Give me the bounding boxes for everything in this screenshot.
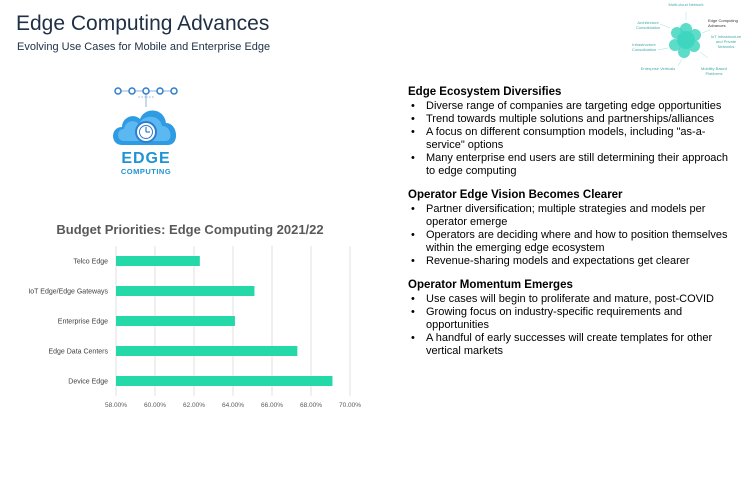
section-heading: Operator Edge Vision Becomes Clearer [408, 189, 623, 201]
ecosystem-item: Mobility Based Platforms [700, 66, 727, 76]
bullet-list [408, 203, 738, 268]
logo-wordmark [106, 150, 186, 176]
section-heading: Edge Ecosystem Diversifies [408, 86, 562, 98]
section-heading: Operator Momentum Emerges [408, 279, 573, 291]
ecosystem-item: Architecture Consolidation [635, 20, 661, 30]
bar [116, 286, 254, 296]
x-tick-label: 64.00% [221, 402, 245, 409]
panel-section [408, 86, 738, 178]
bullet-item: • Diverse range of companies are targeting edge opportunities [426, 100, 738, 113]
bullet-list [408, 100, 738, 178]
ecosystem-item: Enterprise Verticals [640, 66, 676, 71]
x-tick-label: 68.00% [299, 402, 323, 409]
ecosystem-item: IoT Infrastructure and Private Networks [710, 34, 742, 49]
logo-word: EDGE [121, 150, 171, 167]
bullet-item: • Trend towards multiple solutions and partnerships/alliances [426, 113, 738, 126]
category-label: Device Edge [68, 378, 108, 386]
page-subtitle: Evolving Use Cases for Mobile and Enterprise Edge [17, 41, 271, 53]
category-label: Edge Data Centers [48, 348, 108, 356]
x-tick-label: 60.00% [143, 402, 167, 409]
bullet-item: • A handful of early successes will create templates for other vertical markets [426, 332, 738, 358]
bullet-item: • Operators are deciding where and how to position themselves within the emerging edge ecosystem [426, 229, 738, 255]
category-label: Enterprise Edge [57, 318, 108, 326]
bullet-item: • Partner diversification; multiple strategies and models per operator emerge [426, 203, 738, 229]
ecosystem-center-label: Edge Computing Advances [708, 18, 738, 28]
x-tick-label: 62.00% [182, 402, 206, 409]
bullet-item: • Revenue-sharing models and expectations get clearer [426, 255, 738, 268]
bar [116, 316, 235, 326]
chart-title: Budget Priorities: Edge Computing 2021/22 [56, 222, 324, 237]
bullet-item: • A focus on different consumption models, including "as-a-service" options [426, 126, 738, 152]
bullet-list [408, 293, 738, 358]
bullet-item: • Use cases will begin to proliferate and mature, post-COVID [426, 293, 738, 306]
insights-panel [408, 86, 738, 369]
x-tick-label: 66.00% [260, 402, 284, 409]
bar [116, 376, 332, 386]
category-label: IoT Edge/Edge Gateways [28, 288, 108, 296]
bullet-item: • Many enterprise end users are still determining their approach to edge computing [426, 152, 738, 178]
x-tick-label: 58.00% [104, 402, 128, 409]
ecosystem-item: Infrastructure Consolidation [631, 42, 657, 52]
budget-priorities-chart [0, 214, 390, 424]
bullet-item: • Growing focus on industry-specific requirements and opportunities [426, 306, 738, 332]
category-label: Telco Edge [73, 258, 108, 266]
ecosystem-item: Multi-cloud Network [668, 2, 704, 7]
x-tick-label: 70.00% [338, 402, 362, 409]
bar [116, 256, 200, 266]
logo-subword: COMPUTING [120, 167, 172, 176]
page-title: Edge Computing Advances [16, 12, 270, 35]
ecosystem-graphic [626, 0, 744, 80]
panel-section [408, 279, 738, 358]
panel-section [408, 189, 738, 268]
bar [116, 346, 297, 356]
